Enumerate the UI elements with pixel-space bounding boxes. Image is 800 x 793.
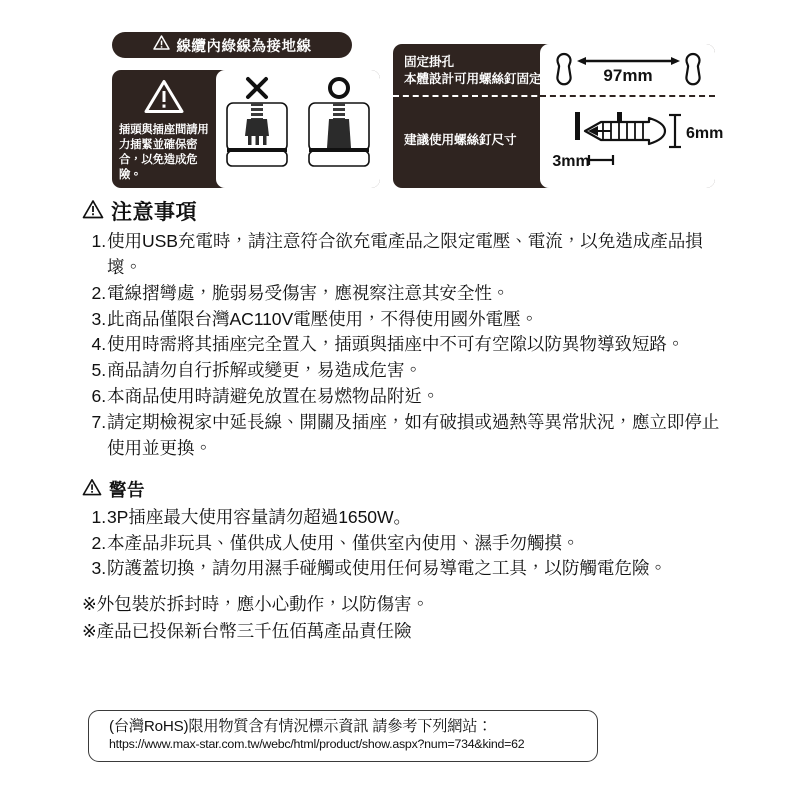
mounting-spec-panel bbox=[393, 44, 724, 188]
list-item bbox=[82, 307, 800, 333]
list-item-text: 此商品僅限台灣AC110V電壓使用，不得使用國外電壓。 bbox=[107, 308, 538, 329]
screw-size-figure bbox=[541, 100, 724, 177]
plug-insertion-panel bbox=[112, 70, 380, 188]
list-item-text: 防護蓋切換，請勿用濕手碰觸或使用任何易導電之工具，以防觸電危險。 bbox=[107, 558, 667, 579]
plug-example-bad bbox=[220, 74, 294, 168]
list-item-number: 2. bbox=[91, 532, 106, 553]
list-item-text: 使用USB充電時，請注意符合欲充電產品之限定電壓、電流，以免造成產品損壞。 bbox=[107, 231, 703, 277]
screw-size-label: 建議使用螺絲釘尺寸 bbox=[404, 133, 517, 147]
plug-panel-text: 插頭與插座間請用力插緊並確保密合，以免造成危險。 bbox=[119, 124, 209, 182]
warning-heading-text: 警告 bbox=[109, 479, 145, 500]
rohs-info-box bbox=[88, 710, 598, 762]
screw-diameter-value: 3mm bbox=[552, 153, 590, 170]
rohs-url[interactable]: https://www.max-star.com.tw/webc/html/product/show.aspx?num=734&kind=62 bbox=[109, 737, 525, 751]
list-item-text: 3P插座最大使用容量請勿超過1650W。 bbox=[107, 506, 411, 527]
list-item-number: 6. bbox=[91, 386, 106, 407]
plug-example-good bbox=[302, 74, 376, 168]
notice-heading bbox=[0, 196, 800, 226]
list-item bbox=[82, 229, 800, 281]
note-line: ※產品已投保新台幣三千伍佰萬產品責任險 bbox=[82, 620, 412, 641]
mount-hole-label-line1: 固定掛孔 bbox=[404, 55, 454, 69]
list-item bbox=[82, 384, 800, 410]
list-item-number: 5. bbox=[91, 360, 106, 381]
screw-length-value: 6mm bbox=[686, 125, 724, 142]
ground-wire-banner bbox=[112, 32, 352, 58]
list-item bbox=[82, 358, 800, 384]
hole-spacing-value: 97mm bbox=[603, 66, 653, 85]
list-item-text: 商品請勿自行拆解或變更，易造成危害。 bbox=[107, 360, 422, 381]
list-item bbox=[82, 281, 800, 307]
list-item bbox=[82, 505, 800, 531]
list-item bbox=[82, 556, 800, 582]
mount-hole-label-line2: 本體設計可用螺絲釘固定 bbox=[404, 72, 542, 86]
list-item-number: 1. bbox=[91, 506, 106, 527]
mount-hole-label bbox=[404, 54, 541, 88]
notice-heading-text: 注意事項 bbox=[111, 201, 197, 224]
list-item-text: 本產品非玩具、僅供成人使用、僅供室內使用、濕手勿觸摸。 bbox=[107, 532, 580, 553]
list-item bbox=[82, 410, 800, 462]
note-line: ※外包裝於拆封時，應小心動作，以防傷害。 bbox=[82, 594, 430, 615]
mount-hole-figure bbox=[546, 48, 711, 99]
list-item-text: 請定期檢視家中延長線、開關及插座，如有破損或過熱等異常狀況，應立即停止使用並更換。 bbox=[107, 412, 720, 458]
cross-mark-icon bbox=[244, 74, 270, 102]
warning-triangle-icon bbox=[144, 79, 184, 119]
list-item-number: 1. bbox=[91, 231, 106, 251]
warning-triangle-icon bbox=[153, 35, 170, 55]
list-item-number: 2. bbox=[91, 282, 106, 303]
list-item-number: 7. bbox=[91, 412, 106, 433]
plug-fully-inserted-illustration bbox=[307, 102, 371, 168]
warning-triangle-icon bbox=[82, 478, 102, 501]
list-item-number: 3. bbox=[91, 558, 106, 579]
warning-triangle-icon bbox=[82, 199, 104, 224]
plug-panel-caption-block bbox=[112, 70, 216, 188]
list-item-text: 使用時需將其插座完全置入，插頭與插座中不可有空隙以防異物導致短路。 bbox=[107, 334, 685, 355]
list-item-text: 電線摺彎處，脆弱易受傷害，應視察注意其安全性。 bbox=[107, 282, 510, 303]
plug-not-inserted-illustration bbox=[225, 102, 289, 168]
instructions-body bbox=[0, 196, 800, 644]
warning-heading bbox=[0, 477, 800, 502]
plug-examples bbox=[216, 70, 380, 188]
list-item-number: 3. bbox=[91, 308, 106, 329]
notice-list bbox=[0, 229, 800, 462]
list-item-text: 本商品使用時請避免放置在易燃物品附近。 bbox=[107, 386, 440, 407]
illustration-area bbox=[0, 0, 800, 200]
list-item bbox=[82, 531, 800, 557]
rohs-title: (台灣RoHS)限用物質含有情況標示資訊 請參考下列網站： bbox=[109, 718, 493, 735]
list-item bbox=[82, 332, 800, 358]
circle-mark-icon bbox=[326, 74, 352, 102]
list-item-number: 4. bbox=[91, 334, 106, 355]
ground-wire-banner-text: 線纜內綠線為接地線 bbox=[176, 38, 312, 55]
warning-list bbox=[0, 505, 800, 583]
